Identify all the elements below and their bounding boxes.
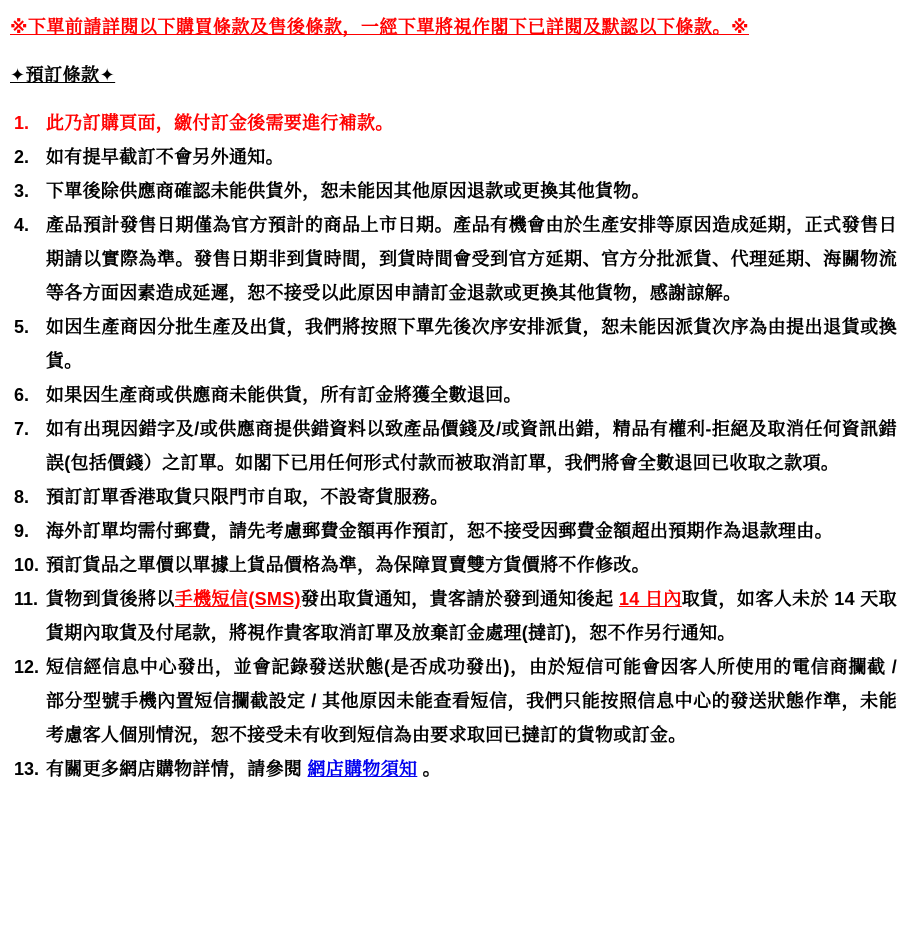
term-text bbox=[46, 140, 897, 174]
term-text bbox=[46, 752, 897, 786]
term-text-run: 有關更多網店購物詳情，請參閱 bbox=[46, 759, 308, 779]
highlighted-red-text: 14 日內 bbox=[618, 589, 682, 609]
term-text bbox=[46, 208, 897, 310]
term-text bbox=[46, 548, 897, 582]
term-text bbox=[46, 480, 897, 514]
term-text-run: 發出取貨通知，貴客請於發到通知後起 bbox=[300, 589, 619, 609]
term-number: 10. bbox=[14, 555, 40, 575]
term-text bbox=[46, 582, 897, 650]
terms-document bbox=[10, 12, 897, 786]
terms-list bbox=[10, 106, 897, 786]
term-text-run: 。 bbox=[417, 759, 441, 779]
term-text bbox=[46, 378, 897, 412]
term-number: 12. bbox=[14, 657, 40, 677]
term-text-run: 下單後除供應商確認未能供貨外，恕未能因其他原因退款或更換其他貨物。 bbox=[46, 181, 650, 201]
term-item bbox=[10, 174, 897, 208]
term-item bbox=[10, 106, 897, 140]
term-number: 9. bbox=[14, 521, 30, 541]
highlighted-red-text: 手機短信(SMS) bbox=[174, 589, 301, 609]
term-text bbox=[46, 514, 897, 548]
term-text-run: 預訂訂單香港取貨只限門市自取，不設寄貨服務。 bbox=[46, 487, 449, 507]
term-number: 6. bbox=[14, 385, 30, 405]
term-number: 7. bbox=[14, 419, 30, 439]
term-number: 8. bbox=[14, 487, 30, 507]
term-text-run: 預訂貨品之單價以單據上貨品價格為準，為保障買賣雙方貨價將不作修改。 bbox=[46, 555, 650, 575]
term-number: 1. bbox=[14, 113, 30, 133]
term-item bbox=[10, 650, 897, 752]
term-text-run: 產品預計發售日期僅為官方預計的商品上市日期。產品有機會由於生產安排等原因造成延期，正式發售日期請以實際為準。發售日期非到貨時間，到貨時間會受到官方延期、官方分批派貨、代理延期、海關物流等各方面因素造成延遲，恕不接受以此原因申請訂金退款或更換其他貨物，感謝諒解。 bbox=[46, 215, 897, 303]
term-text-run: 貨物到貨後將以 bbox=[46, 589, 175, 609]
term-item bbox=[10, 582, 897, 650]
section-heading-preorder-terms: ✦預訂條款✦ bbox=[10, 65, 116, 85]
term-number: 13. bbox=[14, 759, 40, 779]
term-number: 5. bbox=[14, 317, 30, 337]
term-number: 2. bbox=[14, 147, 30, 167]
term-item bbox=[10, 480, 897, 514]
term-text bbox=[46, 412, 897, 480]
term-item bbox=[10, 208, 897, 310]
term-text-run: 如有出現因錯字及/或供應商提供錯資料以致產品價錢及/或資訊出錯，精品有權利-拒絕及取消任何資訊錯誤(包括價錢）之訂單。如閣下已用任何形式付款而被取消訂單，我們將會全數退回已收取之款項。 bbox=[46, 419, 897, 473]
term-item bbox=[10, 310, 897, 378]
term-item bbox=[10, 514, 897, 548]
term-text-run: 取貨，如客人未於 14 天取貨期內取貨及付尾款，將視作貴客取消訂單及放棄訂金處理(撻訂)，恕不作另行通知。 bbox=[46, 589, 897, 643]
term-item bbox=[10, 752, 897, 786]
term-number: 4. bbox=[14, 215, 30, 235]
term-text-run: 如因生產商因分批生產及出貨，我們將按照下單先後次序安排派貨，恕未能因派貨次序為由提出退貨或換貨。 bbox=[46, 317, 897, 371]
term-item bbox=[10, 140, 897, 174]
document-title: ※下單前請詳閱以下購買條款及售後條款，一經下單將視作閣下已詳閱及默認以下條款。※ bbox=[10, 17, 749, 37]
term-item bbox=[10, 548, 897, 582]
term-text-run: 如果因生產商或供應商未能供貨，所有訂金將獲全數退回。 bbox=[46, 385, 522, 405]
term-text-run: 此乃訂購頁面，繳付訂金後需要進行補款。 bbox=[46, 113, 394, 133]
term-number: 11. bbox=[14, 589, 39, 609]
term-text bbox=[46, 106, 897, 140]
term-text-run: 海外訂單均需付郵費，請先考慮郵費金額再作預訂，恕不接受因郵費金額超出預期作為退款理由。 bbox=[46, 521, 833, 541]
term-text-run: 短信經信息中心發出，並會記錄發送狀態(是否成功發出)，由於短信可能會因客人所使用的電信商攔截 / 部分型號手機內置短信攔截設定 / 其他原因未能查看短信，我們只能按照信息中心的發送狀態作準，未能考慮客人個別情況，恕不接受未有收到短信為由要求取回已撻訂的貨物或訂金。 bbox=[46, 657, 897, 745]
term-text bbox=[46, 310, 897, 378]
term-number: 3. bbox=[14, 181, 30, 201]
term-text-run: 如有提早截訂不會另外通知。 bbox=[46, 147, 284, 167]
term-item bbox=[10, 412, 897, 480]
store-shopping-notice-link[interactable]: 網店購物須知 bbox=[307, 759, 418, 779]
term-text bbox=[46, 174, 897, 208]
term-text bbox=[46, 650, 897, 752]
term-item bbox=[10, 378, 897, 412]
